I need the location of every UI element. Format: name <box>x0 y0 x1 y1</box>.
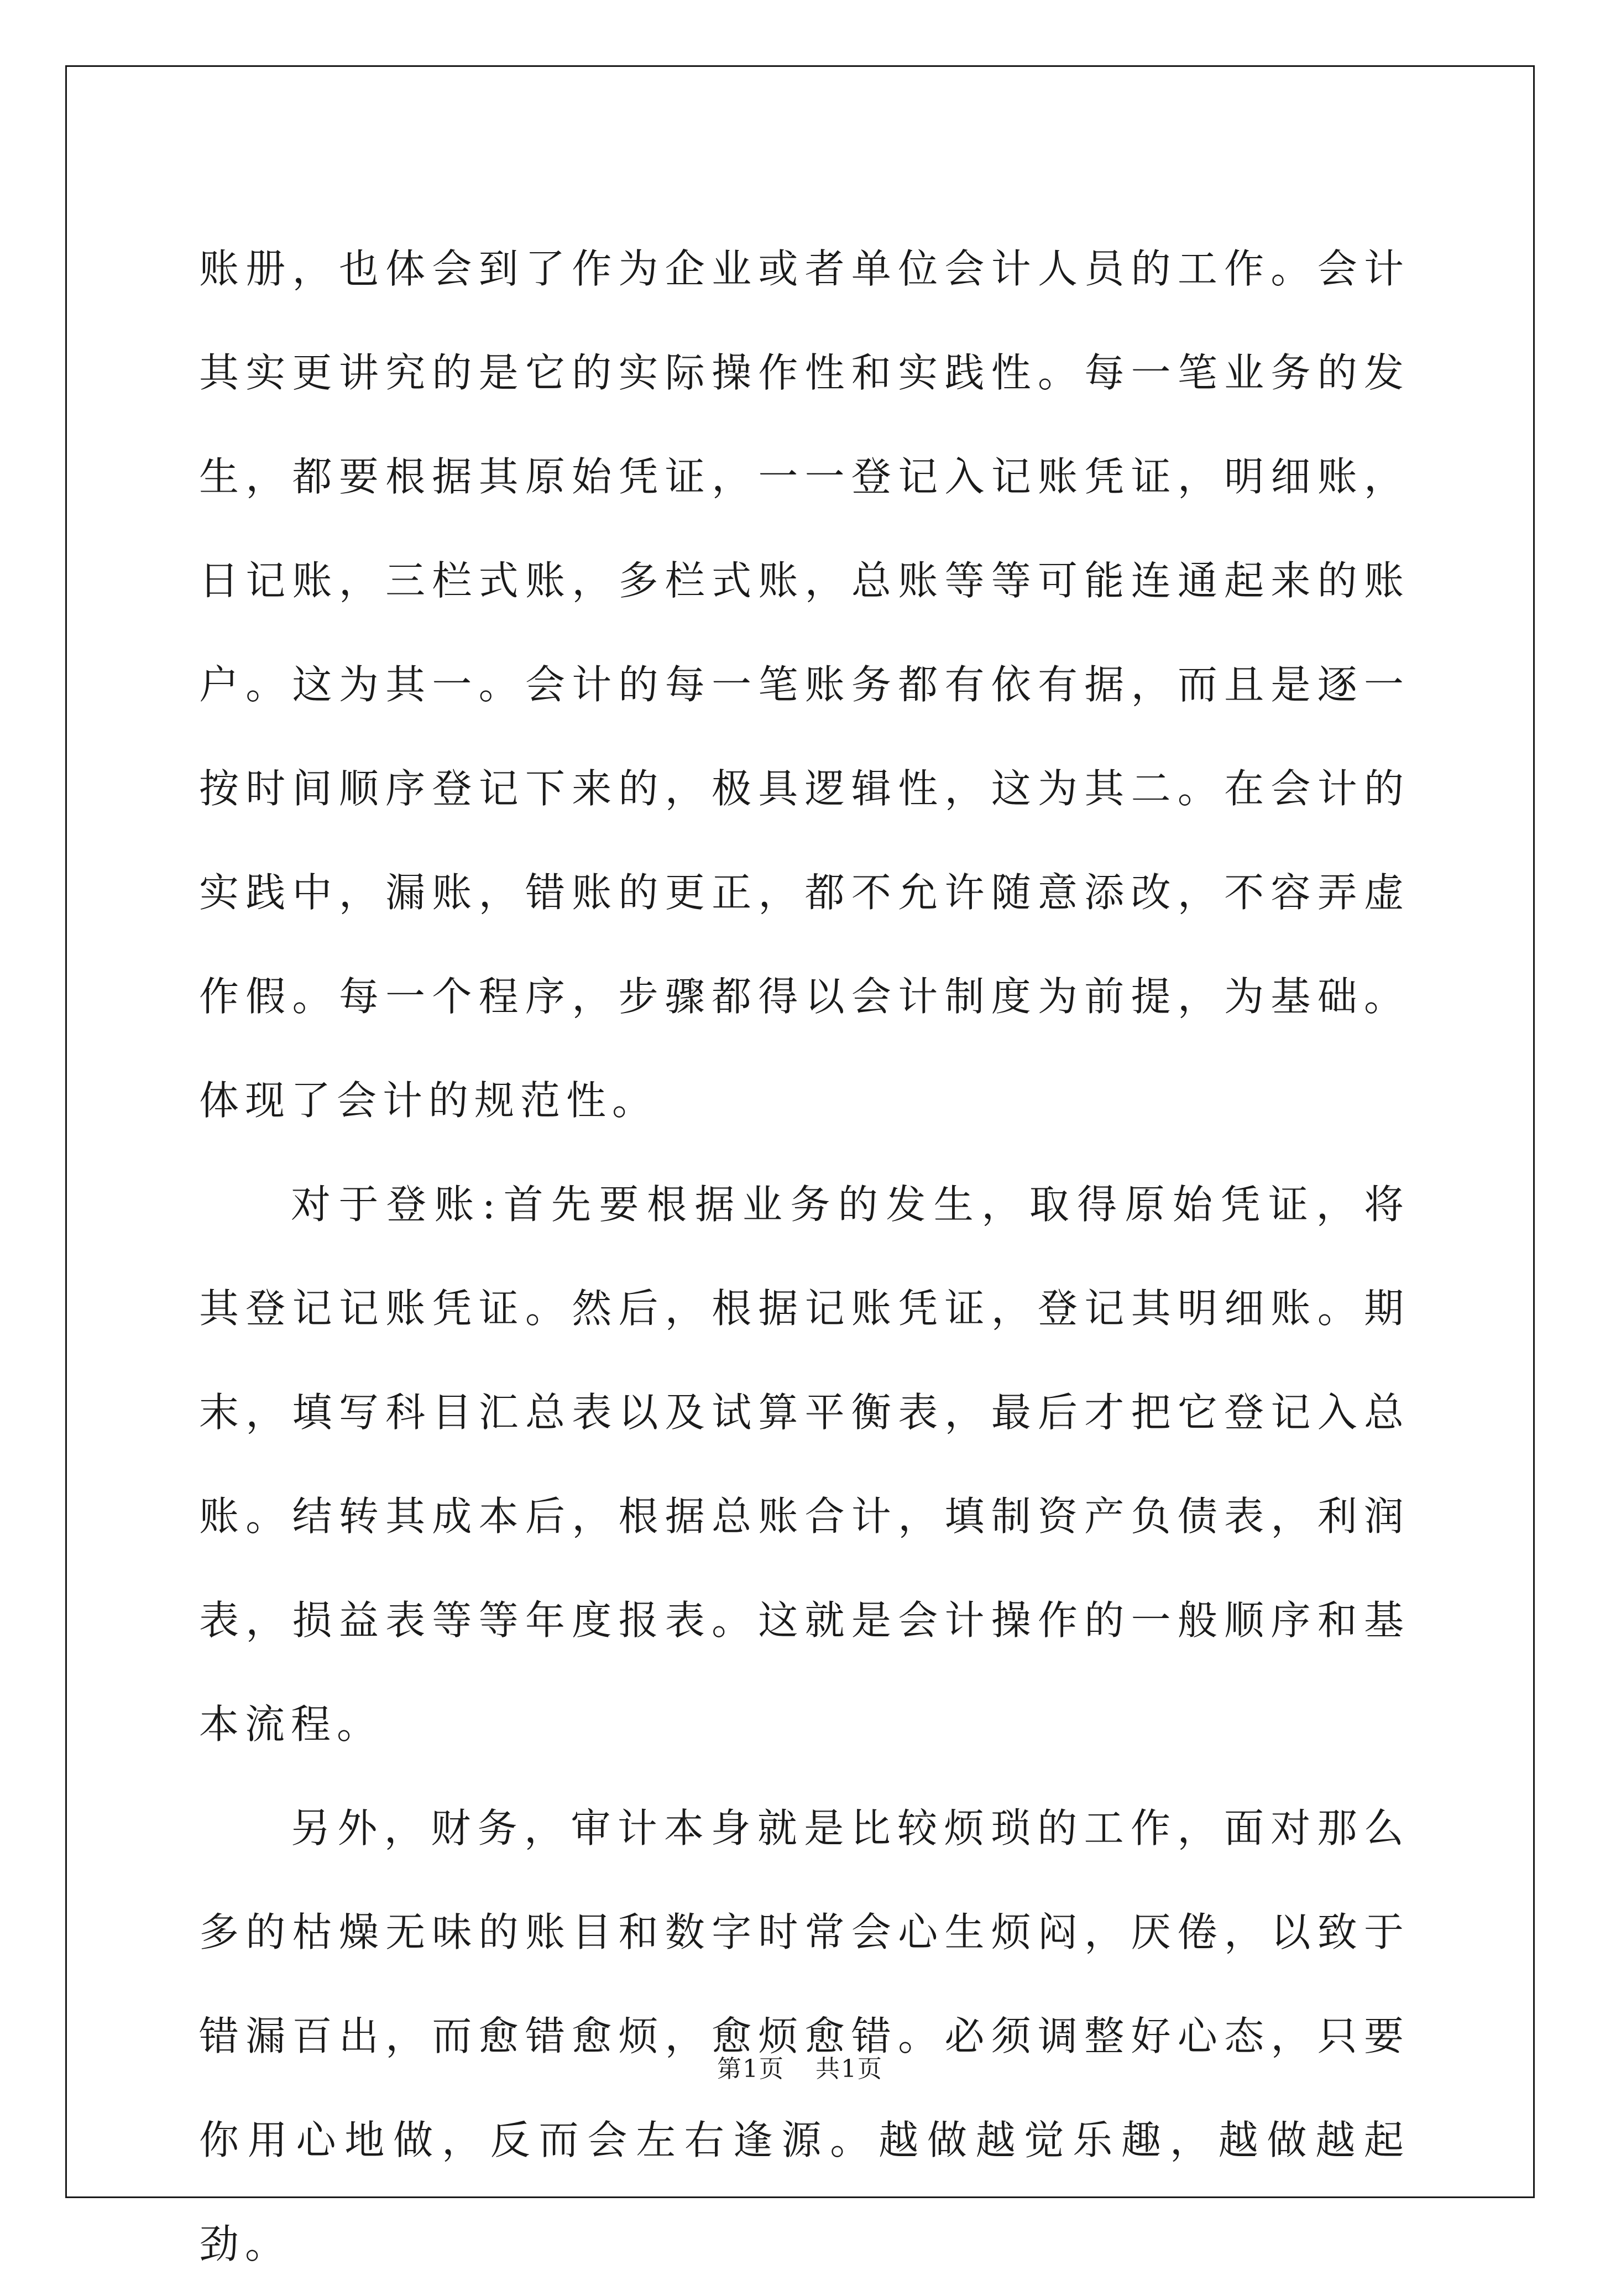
page-footer <box>0 2053 1600 2086</box>
document-body <box>199 217 1410 2296</box>
page-number: 第1页 <box>717 2055 785 2083</box>
paragraph-accounting-practice: 账册，也体会到了作为企业或者单位会计人员的工作。会计其实更讲究的是它的实际操作性和实践性。每一笔业务的发生，都要根据其原始凭证，一一登记入记账凭证，明细账，日记账，三栏式账，多栏式账，总账等等可能连通起来的账户。这为其一。会计的每一笔账务都有依有据，而且是逐一按时间顺序登记下来的，极具逻辑性，这为其二。在会计的实践中，漏账，错账的更正，都不允许随意添改，不容弄虚作假。每一个程序，步骤都得以会计制度为前提，为基础。体现了会计的规范性。 <box>199 246 1410 1124</box>
paragraph-bookkeeping-process: 对于登账:首先要根据业务的发生，取得原始凭证，将其登记记账凭证。然后，根据记账凭证，登记其明细账。期末，填写科目汇总表以及试算平衡表，最后才把它登记入总账。结转其成本后，根据总账合计，填制资产负债表，利润表，损益表等等年度报表。这就是会计操作的一般顺序和基本流程。 <box>199 1181 1410 1747</box>
paragraph-mindset: 另外，财务，审计本身就是比较烦琐的工作，面对那么多的枯燥无味的账目和数字时常会心生烦闷，厌倦，以致于错漏百出，而愈错愈烦，愈烦愈错。必须调整好心态，只要你用心地做，反而会左右逢源。越做越觉乐趣，越做越起劲。 <box>199 1805 1410 2267</box>
page-total: 共1页 <box>815 2055 883 2083</box>
